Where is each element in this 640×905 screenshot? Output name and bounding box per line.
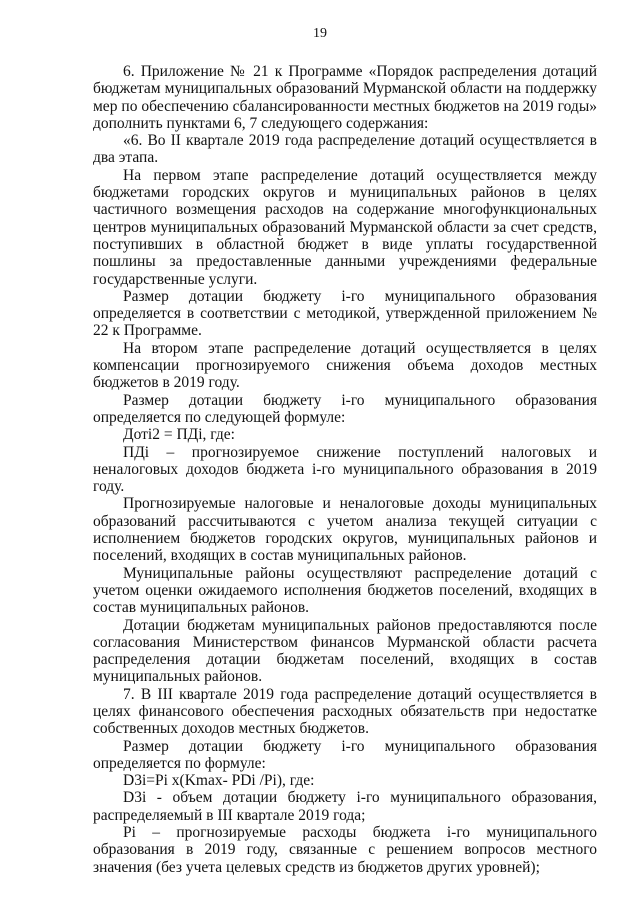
paragraph-dotation-size-methodology: Размер дотации бюджету i-го муниципального образования определяется в соответствии с методикой, утвержденной приложением № 22 к Программе. — [93, 287, 597, 340]
page-number: 19 — [313, 26, 327, 41]
formula-dot-i2: Дотi2 = ПДi, где: — [123, 426, 235, 444]
paragraph-forecast-revenues: Прогнозируемые налоговые и неналоговые доходы муниципальных образований рассчитываются с учетом анализа текущей ситуации с исполнением бюджетов городских округов, муниципальных районов и поселений, входящих в состав муниципальных районов. — [93, 495, 597, 565]
document-body — [93, 63, 597, 876]
paragraph-formula-intro-2: Размер дотации бюджету i-го муниципального образования определяется по формуле: — [93, 737, 597, 772]
paragraph-appendix-21: 6. Приложение № 21 к Программе «Порядок распределения дотаций бюджетам муниципальных образований Мурманской области на поддержку мер по обеспечению сбалансированности местных бюджетов на 2019 годы» дополнить пунктами 6, 7 следующего содержания: — [93, 63, 597, 132]
formula-d3-i: D3i=Pi x(Kmax- PDi /Pi), где: — [123, 772, 315, 790]
paragraph-first-stage: На первом этапе распределение дотаций осуществляется между бюджетами городских округов и муниципальных районов в целях частичного возмещения расходов на содержание многофункциональных центров муниципальных образований Мурманской области за счет средств, поступивших в областной бюджет в виде уплаты государственной пошлины за предоставленные данными учреждениями федеральные государственные услуги. — [93, 166, 597, 288]
paragraph-point-6: «6. Во II квартале 2019 года распределение дотаций осуществляется в два этапа. — [93, 132, 597, 167]
paragraph-dotation-size-formula-intro: Размер дотации бюджету i-го муниципального образования определяется по следующей формуле: — [93, 391, 597, 426]
paragraph-district-distribution: Муниципальные районы осуществляют распределение дотаций с учетом оценки ожидаемого исполнения бюджетов поселений, входящих в состав муниципальных районов. — [93, 564, 597, 617]
paragraph-pd-definition: ПДi – прогнозируемое снижение поступлений налоговых и неналоговых доходов бюджета i-го муниципального образования в 2019 году. — [93, 443, 597, 496]
paragraph-second-stage: На втором этапе распределение дотаций осуществляется в целях компенсации прогнозируемого снижения объема доходов местных бюджетов в 2019 году. — [93, 339, 597, 392]
paragraph-point-7: 7. В III квартале 2019 года распределение дотаций осуществляется в целях финансового обеспечения расходных обязательств при недостатке собственных доходов местных бюджетов. — [93, 685, 597, 738]
paragraph-d3-definition: D3i - объем дотации бюджету i-го муниципального образования, распределяемый в III квартале 2019 года; — [93, 789, 597, 824]
paragraph-dotations-after-approval: Дотации бюджетам муниципальных районов предоставляются после согласования Министерством финансов Мурманской области расчета распределения дотации бюджетам поселений, входящих в состав муниципальных районов. — [93, 616, 597, 686]
paragraph-p-definition: Pi – прогнозируемые расходы бюджета i-го муниципального образования в 2019 году, связанные с решением вопросов местного значения (без учета целевых средств из бюджетов других уровней); — [93, 824, 597, 876]
